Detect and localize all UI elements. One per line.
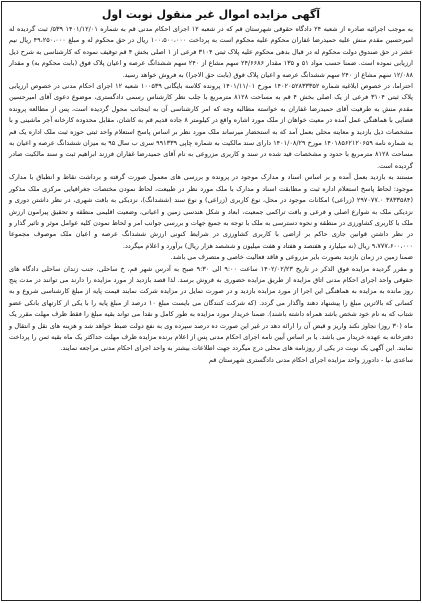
notice-paragraph-3: مستند به بازدید بعمل آمده و بر اساس اسناد و مدارک موجود در پرونده و بررسی های معمول صورت گرفته و برداشت نقاط و انطباق با مدارک موجود: لحاظ پاسخ استعلام اداره ثبت و مطابقت اسناد و مدارک با ملک مورد نظر در طبیعت، لحاظ نمودن مختصات جغرافیایی مرکزی ملک مذکور (۳۸۳۳۵۸۴ ۲۹۷۰۷۷.۰ (زراعی) امکانات موجود در محل، نوع کاربری (زراعی) و نوع سند (ششدانگ)، نزدیکی به بافت شهری، در نظر داشتن دوری و نزدیکی ملک به شوارع اصلی و فرعی و بافت تراکمی جمعیت، ابعاد و شکل هندسی زمین و اعیانی، وضعیت اقلیمی منطقه و تحقیق پیرامون ارزش ملک با کاربری کشاورزی در منطقه و نحوه دسترسی به ملک با توجه به جمیع جهات و بررسی جوانب امر و لحاظ نمودن کلیه عوامل موثر و تاثیر گذار و در نظر داشتن قوانین جاری حاکم بر اراضی با کاربری کشاورزی در شرایط کنونی ارزش ششدانگ عرصه و اعیان ملک موصوف مجموعا ۹،۷۷۷،۶۰۰،۰۰۰ ریال (نه میلیارد و هفتصد و هفتاد و هفت میلیون و ششصد هزار ریال) برآورد و اعلام میگردد. [9,173,413,250]
notice-paragraph-5: و مقرر گردیده مزایده فوق الذکر در تاریخ ۱۴۰۲/۰۲/۲۳ ساعت ۹:۰۰ الی ۹:۳۰ صبح به آدرس شهر قم، خ ساحلی، جنب زندان ساحلی دادگاه های حقوقی واحد اجرای احکام مدنی اتاق مزایده از طریق مزایده حضوری به فروش برسد. لذا قصد بازدید از مورد مزایده را دارند می توانند در مدت پنج روز مانده به مزایده به هماهنگی این اجرا از مورد مزایده بازدید و در صورت تمایل در مزایده شرکت نمایند قیمت پایه از مبلغ کارشناسی شروع و به کسانی که بالاترین مبلغ را پیشنهاد دهند واگذار می گردد. (که شرکت کنندگان می بایست مبلغ ۱۰ درصد از مبلغ پایه را با یکی از کارتهای بانکی عضو شتاب که به نام خود شخص باشد همراه داشته باشند). ضمنا خریدار مورد مزایده به طور کامل و نقدا می تواند بقیه مبلغ را فقط ظرف مهلت مقرر یک ماه (۳۰ روز) تجاوز نکند واریز و قبض آن را ارائه دهد در غیر این صورت ده درصد سپرده وی به نفع دولت ضبط خواهد شد و هزینه های نقل و انتقال و دفترخانه به عهده خریدار می باشد. یا بر اساس آیین نامه اجرای احکام مدنی پس از اعلام برنده مزایده ظرف مهلت حداکثر یک ماه بقیه ثمن را پرداخت نمایند. این آگهی یک نوبت در یکی از روزنامه های محلی درج میگردد جهت اطلاعات بیشتر به واحد اجرای احکام مدنی مراجعه نمایند. [8,264,414,353]
notice-signature: ساعدی نیا - دادورز واحد مزایده اجرای احکام مدنی دادگستری شهرستان قم [208,355,413,364]
notice-title: آگهی مزایده اموال غیر منقول نوبت اول [101,8,321,21]
notice-paragraph-2: احتراما، در خصوص ابلاغیه شماره ۱۴۰۲۰۵۲۸۳۳۳۵۲ مورخ ۱۴۰۱/۱۱/۰۱ پرونده کلاسه بایگانی ۱۰۰۵۳۹ شعبه ۱۲ اجرای احکام مدنی در خصوص ارزیابی پلاک ثبتی ۳۱۰۴ فرعی از یک اصلی بخش ۴ قم به مساحت ۸۱۲۸ مترمربع با جلب نظر کارشناس رسمی دادگستری، موضوع دعوی آقای امیرحسین مقدم منش به طرفیت آقای حمیدرضا غفاران به خواسته مطالبه وجه که امر کارشناسی آن به اینجانب محول گردیده است، پس از مطالعه پرونده قضایی با هماهنگی عمل آمده در معیت خواهان از ملک مورد اشاره واقع در کیلومتر ۸ جاده قدیم قم به کاشان، مقابل محدوده کارخانه آجر ماشینی و با مشخصات ذیل بازدید و معاینه محلی بعمل آمد که به استحضار میرساند ملک مورد نظر بر اساس پاسخ استعلام واحد ثبتی حوزه ثبت ملک اداره یک قم به شماره نامه ۱۴۰۱۸۵۶۲۱۲۰۶۵۹ مورخ ۱۴۰۱/۰۸/۲۹ دارای سند مالکیت به شماره چاپی ۹۹۱۳۳۹ سری ب سال ۹۵ به میزان ششدانگ عرصه و اعیان به مساحت ۸۱۲۸ مترمربع با حدود و مشخصات قید شده در سند و کاربری مزروعی به نام آقای حمیدرضا غفاران فرزند ابراهیم ثبت و سند مالکیت صادر گردیده است. [9,82,414,170]
auction-notice [1,1,421,601]
notice-paragraph-1: به موجب اجرائیه صادره از شعبه ۲۴ دادگاه حقوقی شهرستان قم که در شعبه ۱۲ اجرای احکام مدنی قم به شماره ۱۴۰۱/۱۲/۰۱ ۵۳۹/ ثبت گردیده له امیرحسین مقدم منش علیه حمیدرضا غفاران محکوم علیه محکوم است به پرداخت ۱۰۰،۵۰۰،۰۰۰ ریال در حق محکوم له و مبلغ ۴۹،۲۵۰،۰۰۰ ریال نیم عشر در حق صندوق دولت محکوم له در قبال بدهی محکوم علیه پلاک ثبتی ۳۱۰۴ فرعی از ۱ اصلی بخش ۴ قم توقیف نموده که کارشناسی به شرح ذیل ارزیابی نموده است. ضمنا حسب مواد ۵۱ و ۱۳۵ مقدار ۲۴/۶۶۸۶ سهم مشاع از ۲۴۰ سهم ششدانگ عرصه و اعیان پلاک فوق (بابت محکوم به) و مقدار ۱۲/۰۸۸ سهم مشاع از ۲۴۰ سهم ششدانگ عرصه و اعیان پلاک فوق (بابت حق الاجرا) به فروش خواهد رسید. [9,25,413,79]
notice-paragraph-4: ضمنا زمین در زمان بازدید بصورت بایر مزروعی و فاقد فعالیت خاصی و متصرف می باشد. [170,253,413,262]
